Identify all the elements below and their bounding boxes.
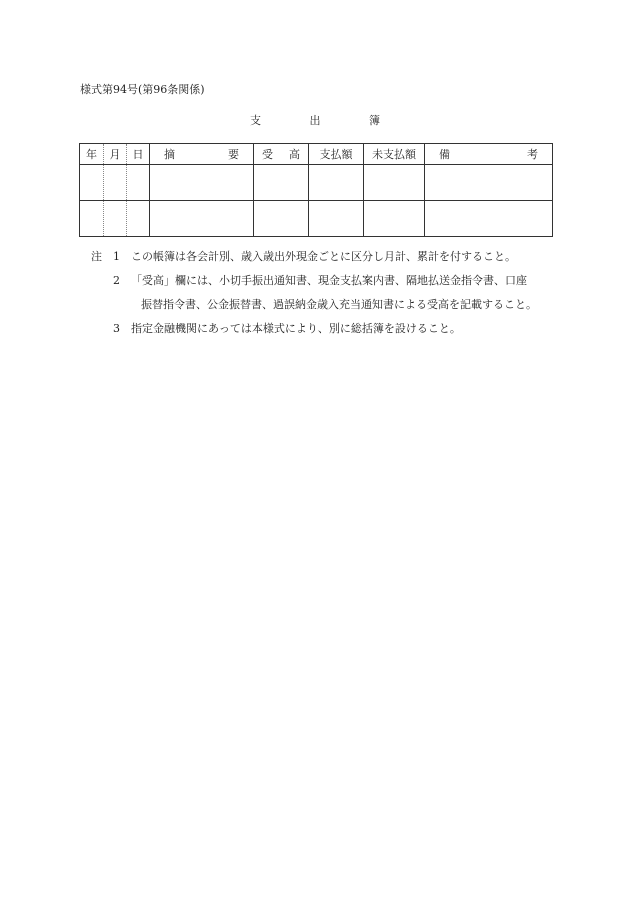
note-text: この帳簿は各会計別、歳入歳出外現金ごとに区分し月計、累計を付すること。 <box>131 250 516 263</box>
note-item-continuation <box>91 293 561 317</box>
cell-summary[interactable] <box>150 201 254 237</box>
title-char: 出 <box>309 114 321 127</box>
cell-summary[interactable] <box>150 165 254 201</box>
note-text: 「受高」欄には、小切手振出通知書、現金支払案内書、隔地払送金指令書、口座 <box>131 274 527 287</box>
note-number: 1 <box>113 250 120 263</box>
header-year: 年 <box>80 144 104 165</box>
cell-paid[interactable] <box>309 165 364 201</box>
header-summary-char: 摘 <box>164 148 175 161</box>
header-remarks-char: 考 <box>527 148 538 161</box>
cell-month[interactable] <box>104 165 127 201</box>
header-received-char: 受 <box>262 148 273 161</box>
cell-received[interactable] <box>254 165 309 201</box>
header-month: 月 <box>104 144 127 165</box>
header-summary-char: 要 <box>228 148 239 161</box>
note-number: 3 <box>113 322 120 335</box>
note-text-continuation: 振替指令書、公金振替書、過誤納金歳入充当通知書による受高を記載すること。 <box>141 298 537 311</box>
note-item <box>91 317 561 341</box>
table-row <box>80 201 553 237</box>
header-paid: 支払額 <box>309 144 364 165</box>
cell-paid[interactable] <box>309 201 364 237</box>
cell-unpaid[interactable] <box>364 165 425 201</box>
header-remarks <box>425 144 553 165</box>
form-number: 様式第94号(第96条関係) <box>80 83 205 96</box>
header-remarks-char: 備 <box>439 148 450 161</box>
header-summary <box>150 144 254 165</box>
title-char: 簿 <box>369 114 380 127</box>
cell-remarks[interactable] <box>425 165 553 201</box>
note-item <box>91 245 561 269</box>
notes-mark: 注 <box>91 250 102 263</box>
table-header-row <box>80 144 553 165</box>
cell-day[interactable] <box>127 201 150 237</box>
header-day: 日 <box>127 144 150 165</box>
note-text: 指定金融機関にあっては本様式により、別に総括簿を設けること。 <box>131 322 461 335</box>
header-received-char: 高 <box>289 148 300 161</box>
title-char: 支 <box>250 114 261 127</box>
cell-month[interactable] <box>104 201 127 237</box>
header-received <box>254 144 309 165</box>
table-row <box>80 165 553 201</box>
cell-day[interactable] <box>127 165 150 201</box>
cell-year[interactable] <box>80 165 104 201</box>
cell-received[interactable] <box>254 201 309 237</box>
cell-unpaid[interactable] <box>364 201 425 237</box>
disbursement-ledger-table <box>79 143 553 237</box>
note-number: 2 <box>113 274 120 287</box>
header-unpaid: 未支払額 <box>364 144 425 165</box>
document-title <box>250 112 380 128</box>
note-item <box>91 269 561 293</box>
cell-remarks[interactable] <box>425 201 553 237</box>
notes-section <box>91 245 561 341</box>
cell-year[interactable] <box>80 201 104 237</box>
